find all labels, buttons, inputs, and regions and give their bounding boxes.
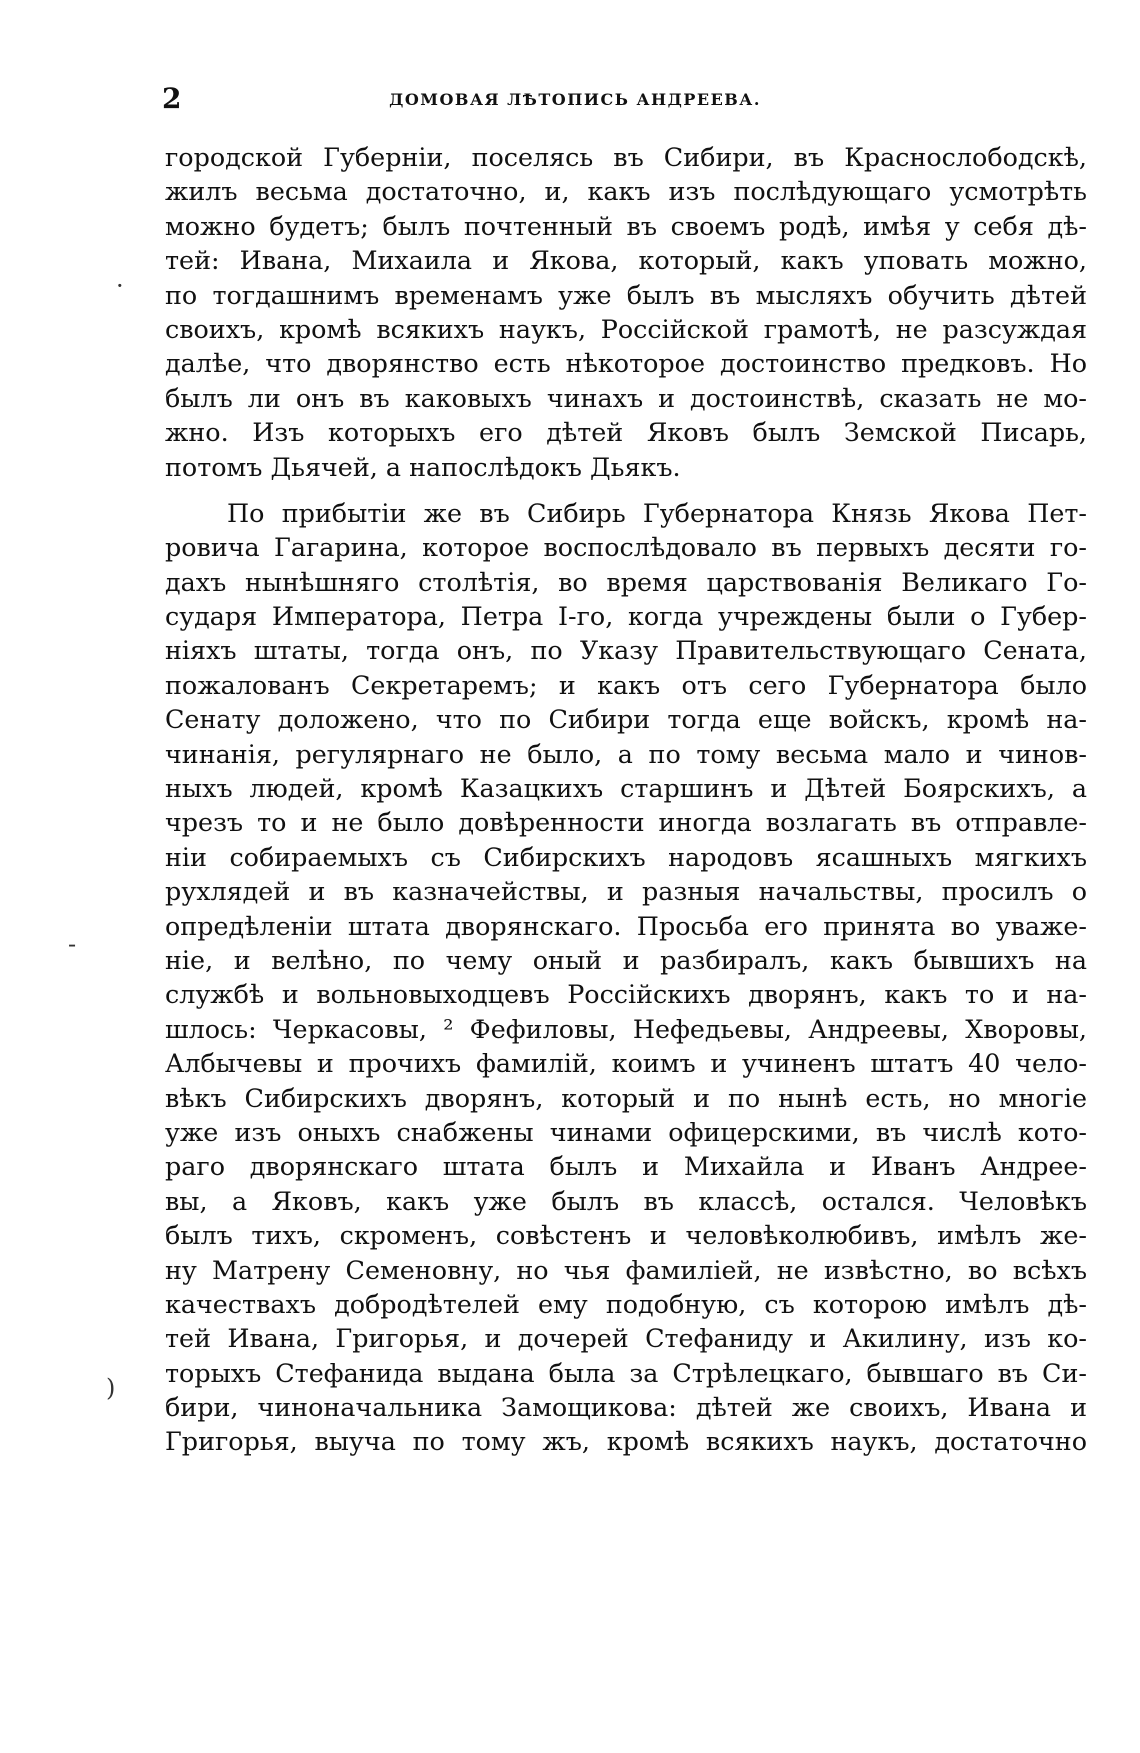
text-line: вы, а Яковъ, какъ уже былъ въ классѣ, остался. Человѣкъ — [165, 1185, 1087, 1216]
page-header — [160, 82, 990, 116]
text-line: раго дворянскаго штата былъ и Михайла и Иванъ Андрее- — [165, 1151, 1087, 1182]
paragraph-1 — [165, 140, 1087, 484]
margin-dash: - — [68, 930, 77, 958]
text-line: качествахъ добродѣтелей ему подобную, съ которою имѣлъ дѣ- — [165, 1288, 1087, 1319]
text-line: жилъ весьма достаточно, и, какъ изъ послѣдующаго усмотрѣть — [165, 176, 1087, 207]
text-line: тей Ивана, Григорья, и дочерей Стефаниду и Акилину, изъ ко- — [165, 1323, 1087, 1354]
text-line: по тогдашнимъ временамъ уже былъ въ мысляхъ обучить дѣтей — [165, 279, 1087, 310]
text-line: жно. Изъ которыхъ его дѣтей Яковъ былъ Земской Писарь, — [165, 417, 1087, 448]
running-title: ДОМОВАЯ ЛѢТОПИСЬ АНДРЕЕВА. — [389, 90, 761, 109]
text-line: рухлядей и въ казначействы, и разныя начальствы, просилъ о — [165, 876, 1087, 907]
text-line: былъ ли онъ въ каковыхъ чинахъ и достоинствѣ, сказать не мо- — [165, 382, 1087, 413]
text-line: опредѣленіи штата дворянскаго. Просьба его принята во уваже- — [165, 910, 1087, 941]
text-line: ніи собираемыхъ съ Сибирскихъ народовъ ясашныхъ мягкихъ — [165, 841, 1087, 872]
text-line: далѣе, что дворянство есть нѣкоторое достоинство предковъ. Но — [165, 348, 1087, 379]
text-line: ніяхъ штаты, тогда онъ, по Указу Правительствующаго Сената, — [165, 635, 1087, 666]
text-line: Григорья, выуча по тому жъ, кромѣ всякихъ наукъ, достаточно — [165, 1426, 1087, 1457]
text-line: шлось: Черкасовы, ² Фефиловы, Нефедьевы, Андреевы, Хворовы, — [165, 1013, 1087, 1044]
text-line: городской Губерніи, поселясь въ Сибири, въ Краснослободскѣ, — [165, 142, 1087, 172]
text-line: тей: Ивана, Михаила и Якова, который, какъ уповать можно, — [165, 245, 1087, 276]
text-line: чрезъ то и не было довѣренности иногда возлагать въ отправле- — [165, 807, 1087, 838]
page-number: 2 — [162, 82, 182, 115]
text-line: Албычевы и прочихъ фамилій, коимъ и учиненъ штатъ 40 чело- — [165, 1048, 1087, 1079]
text-line: ныхъ людей, кромѣ Казацкихъ старшинъ и Дѣтей Боярскихъ, а — [165, 773, 1087, 804]
text-line: своихъ, кромѣ всякихъ наукъ, Россійской грамотѣ, не разсуждая — [165, 313, 1087, 344]
text-line: уже изъ оныхъ снабжены чинами офицерскими, въ числѣ кото- — [165, 1116, 1087, 1147]
text-line: можно будетъ; былъ почтенный въ своемъ родѣ, имѣя у себя дѣ- — [165, 210, 1087, 241]
text-line: По прибытіи же въ Сибирь Губернатора Князь Якова Пет- — [227, 497, 1087, 528]
paragraph-2 — [165, 496, 1087, 1459]
text-line: службѣ и вольновыходцевъ Россійскихъ дворянъ, какъ то и на- — [165, 979, 1087, 1010]
text-line: потомъ Дьячей, а напослѣдокъ Дьякъ. — [165, 451, 681, 482]
text-line: былъ тихъ, скроменъ, совѣстенъ и человѣколюбивъ, имѣлъ же- — [165, 1220, 1087, 1251]
text-line: бири, чиноначальника Замощикова: дѣтей же своихъ, Ивана и — [165, 1392, 1087, 1423]
text-line: пожалованъ Секретаремъ; и какъ отъ сего Губернатора было — [165, 669, 1087, 700]
text-line: торыхъ Стефанида выдана была за Стрѣлецкаго, бывшаго въ Си- — [165, 1357, 1087, 1388]
text-line: Сенату доложено, что по Сибири тогда еще войскъ, кромѣ на- — [165, 704, 1087, 735]
text-line: сударя Императора, Петра І-го, когда учреждены были о Губер- — [165, 601, 1087, 632]
text-line: дахъ нынѣшняго столѣтія, во время царствованія Великаго Го- — [165, 566, 1087, 597]
text-line: ровича Гагарина, которое воспослѣдовало въ первыхъ десяти го- — [165, 532, 1087, 563]
margin-bracket: ) — [106, 1374, 116, 1402]
margin-dot: · — [116, 272, 124, 300]
text-line: вѣкъ Сибирскихъ дворянъ, который и по нынѣ есть, но многіе — [165, 1082, 1087, 1113]
text-line: чинанія, регулярнаго не было, а по тому весьма мало и чинов- — [165, 738, 1087, 769]
text-line: ну Матрену Семеновну, но чья фамиліей, не извѣстно, во всѣхъ — [165, 1254, 1087, 1285]
text-line: ніе, и велѣно, по чему оный и разбиралъ, какъ бывшихъ на — [165, 944, 1087, 975]
body-text — [165, 140, 1087, 1459]
